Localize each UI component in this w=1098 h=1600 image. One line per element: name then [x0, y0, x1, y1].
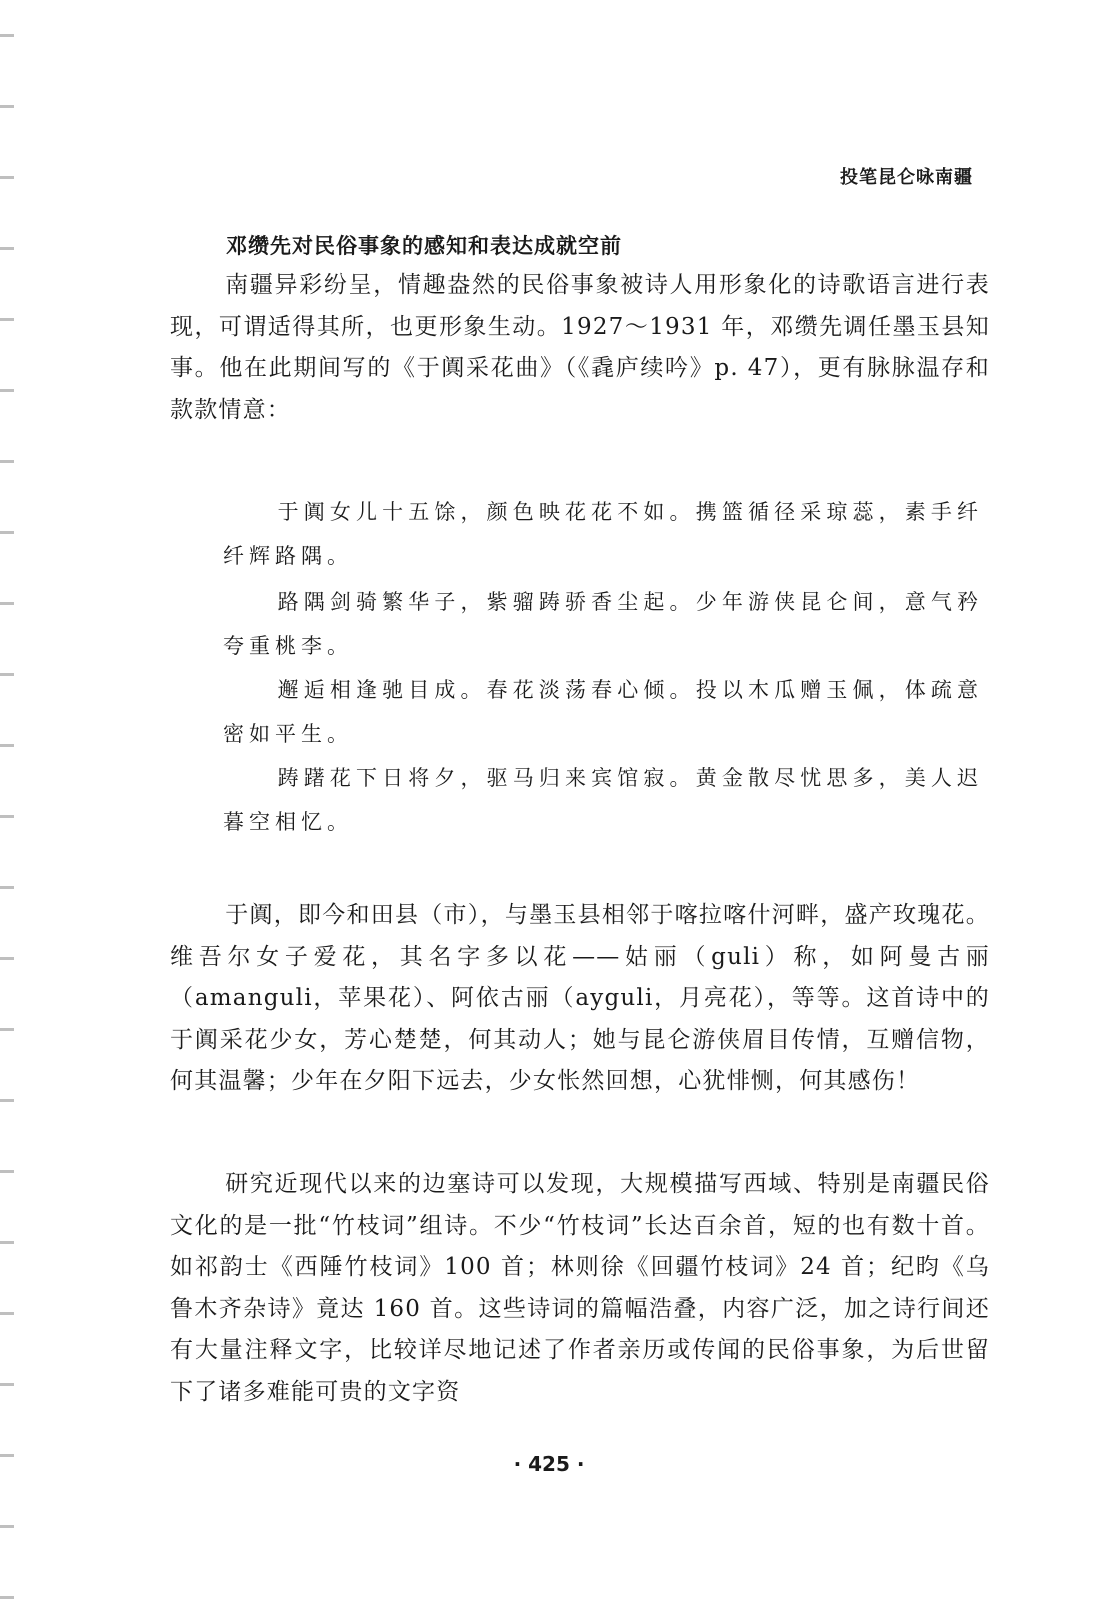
section-heading: 邓缵先对民俗事象的感知和表达成就空前 — [226, 234, 622, 258]
poem-stanza: 邂逅相逢驰目成。春花淡荡春心倾。投以木瓜赠玉佩，体疏意密如平生。 — [223, 678, 983, 746]
running-head: 投笔昆仑咏南疆 — [840, 167, 973, 188]
paragraph-khotan: 于阗，即今和田县（市），与墨玉县相邻于喀拉喀什河畔，盛产玫瑰花。维吾尔女子爱花，其名字多以花——姑丽（guli）称，如阿曼古丽（amanguli，苹果花）、阿依古丽（ayguli，月亮花），等等。这首诗中的于阗采花少女，芳心楚楚，何其动人；她与昆仑游侠眉目传情，互赠信物，何其温馨；少年在夕阳下远去，少女怅然回想，心犹悱恻，何其感伤！ — [170, 902, 990, 1094]
paragraph-intro: 南疆异彩纷呈，情趣盎然的民俗事象被诗人用形象化的诗歌语言进行表现，可谓适得其所，也更形象生动。1927～1931 年，邓缵先调任墨玉县知事。他在此期间写的《于阗采花曲》（《毳庐续吟》p. 47），更有脉脉温存和款款情意： — [170, 272, 990, 423]
poem-stanza: 于阗女儿十五馀，颜色映花花不如。携篮循径采琼蕊，素手纤纤辉路隅。 — [223, 500, 983, 568]
paragraph-zhuzhici: 研究近现代以来的边塞诗可以发现，大规模描写西域、特别是南疆民俗文化的是一批“竹枝词”组诗。不少“竹枝词”长达百余首，短的也有数十首。如祁韵士《西陲竹枝词》100 首；林则徐《回疆竹枝词》24 首；纪昀《乌鲁木齐杂诗》竟达 160 首。这些诗词的篇幅浩叠，内容广泛，加之诗行间还有大量注释文字，比较详尽地记述了作者亲历或传闻的民俗事象，为后世留下了诸多难能可贵的文字资 — [170, 1171, 990, 1405]
scanned-page-edge — [0, 0, 14, 1600]
page-number: · 425 · — [513, 1452, 585, 1476]
poem-stanza: 路隅剑骑繁华子，紫骝踌骄香尘起。少年游侠昆仑间，意气矜夸重桃李。 — [223, 590, 983, 658]
poem-stanza: 踌躇花下日将夕，驱马归来宾馆寂。黄金散尽忧思多，美人迟暮空相忆。 — [223, 766, 983, 834]
